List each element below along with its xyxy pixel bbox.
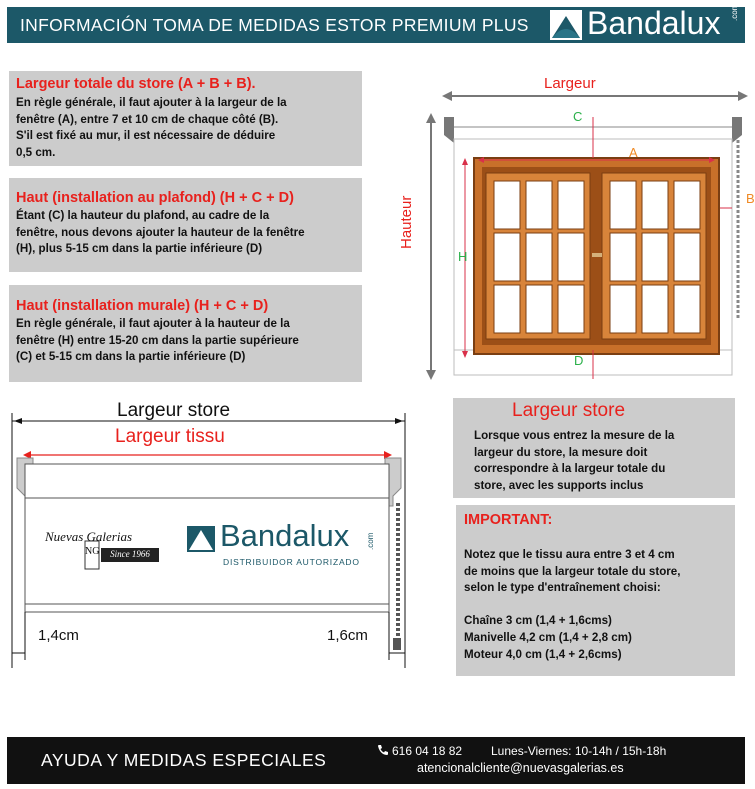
- store-since: Since 1966: [110, 549, 150, 559]
- measure-h-label: H: [458, 249, 468, 264]
- inner-width-label: Largeur tissu: [115, 426, 225, 447]
- box-text: En règle générale, il faut ajouter à la largeur de la fenêtre (A), entre 7 et 10 cm de chaque côté (B). S'il est fixé au mur, il est nécessaire de déduire 0,5 cm.: [16, 96, 287, 160]
- support-email[interactable]: atencionalcliente@nuevasgalerias.es: [417, 761, 624, 775]
- box-title: Largeur store: [512, 400, 626, 421]
- brand-suffix: .com: [730, 3, 739, 21]
- left-measure-label: 1,4cm: [38, 627, 79, 644]
- store-name: Nuevas Galerias: [45, 529, 133, 544]
- box-title: Haut (installation murale) (H + C + D): [16, 298, 269, 314]
- brand-tagline: DISTRIBUIDOR AUTORIZADO: [223, 557, 360, 567]
- info-box-largeur-store: [453, 398, 735, 498]
- right-measure-label: 1,6cm: [327, 627, 368, 644]
- blind-brand-name: Bandalux: [220, 518, 350, 553]
- info-box-important: [456, 505, 735, 676]
- blind-diagram: [5, 398, 415, 678]
- window-diagram: [370, 65, 755, 395]
- opening-hours: Lunes-Viernes: 10-14h / 15h-18h: [491, 744, 667, 758]
- page-title: INFORMACIÓN TOMA DE MEDIDAS ESTOR PREMIUM PLUS: [20, 15, 529, 35]
- width-label: Largeur: [544, 75, 596, 92]
- measure-b-label: B: [746, 191, 755, 206]
- box-text: Étant (C) la hauteur du plafond, au cadre de la fenêtre, nous devons ajouter la hauteur de la fenêtre (H), plus 5-15 cm dans la partie inférieure (D): [16, 209, 305, 256]
- box-text: Lorsque vous entrez la mesure de la largeur du store, la mesure doit correspondre à la largeur totale du store, avec les supports inclus: [474, 429, 675, 493]
- footer-bar: [7, 737, 745, 784]
- brand-name: Bandalux: [587, 5, 721, 41]
- info-box-ceiling-height: [9, 178, 362, 272]
- blind-brand-suffix: .com: [366, 532, 375, 550]
- outer-width-label: Largeur store: [117, 400, 231, 421]
- footer-title: AYUDA Y MEDIDAS ESPECIALES: [41, 750, 327, 770]
- height-label: Hauteur: [398, 195, 415, 249]
- phone-number[interactable]: 616 04 18 82: [392, 744, 463, 758]
- info-box-wall-height: [9, 285, 362, 382]
- box-title: Largeur totale du store (A + B + B).: [16, 76, 256, 92]
- box-title: Haut (installation au plafond) (H + C + D): [16, 190, 294, 206]
- box-title: IMPORTANT:: [464, 512, 553, 528]
- measure-c-label: C: [573, 109, 583, 124]
- bandalux-logo-icon: [550, 10, 582, 40]
- window-diagram-drawing: [370, 65, 755, 395]
- phone-icon: [377, 744, 389, 756]
- measure-d-label: D: [574, 353, 584, 368]
- box-text: Notez que le tissu aura entre 3 et 4 cm de moins que la largeur totale du store, selon le type d'entraînement choisi: Chaîne 3 cm (1,4 + 1,6cms) Manivelle 4,2 cm (1,4 + 2,8 cm) Moteur 4,0 cm (1,4 + 2,6cms): [464, 548, 681, 661]
- store-initials: NG: [85, 546, 100, 557]
- info-box-total-width: [9, 71, 362, 166]
- header-banner: [7, 3, 745, 43]
- box-text: En règle générale, il faut ajouter à la hauteur de la fenêtre (H) entre 15-20 cm dans la partie supérieure (C) et 5-15 cm dans la partie inférieure (D): [16, 317, 299, 364]
- measure-a-label: A: [629, 145, 638, 160]
